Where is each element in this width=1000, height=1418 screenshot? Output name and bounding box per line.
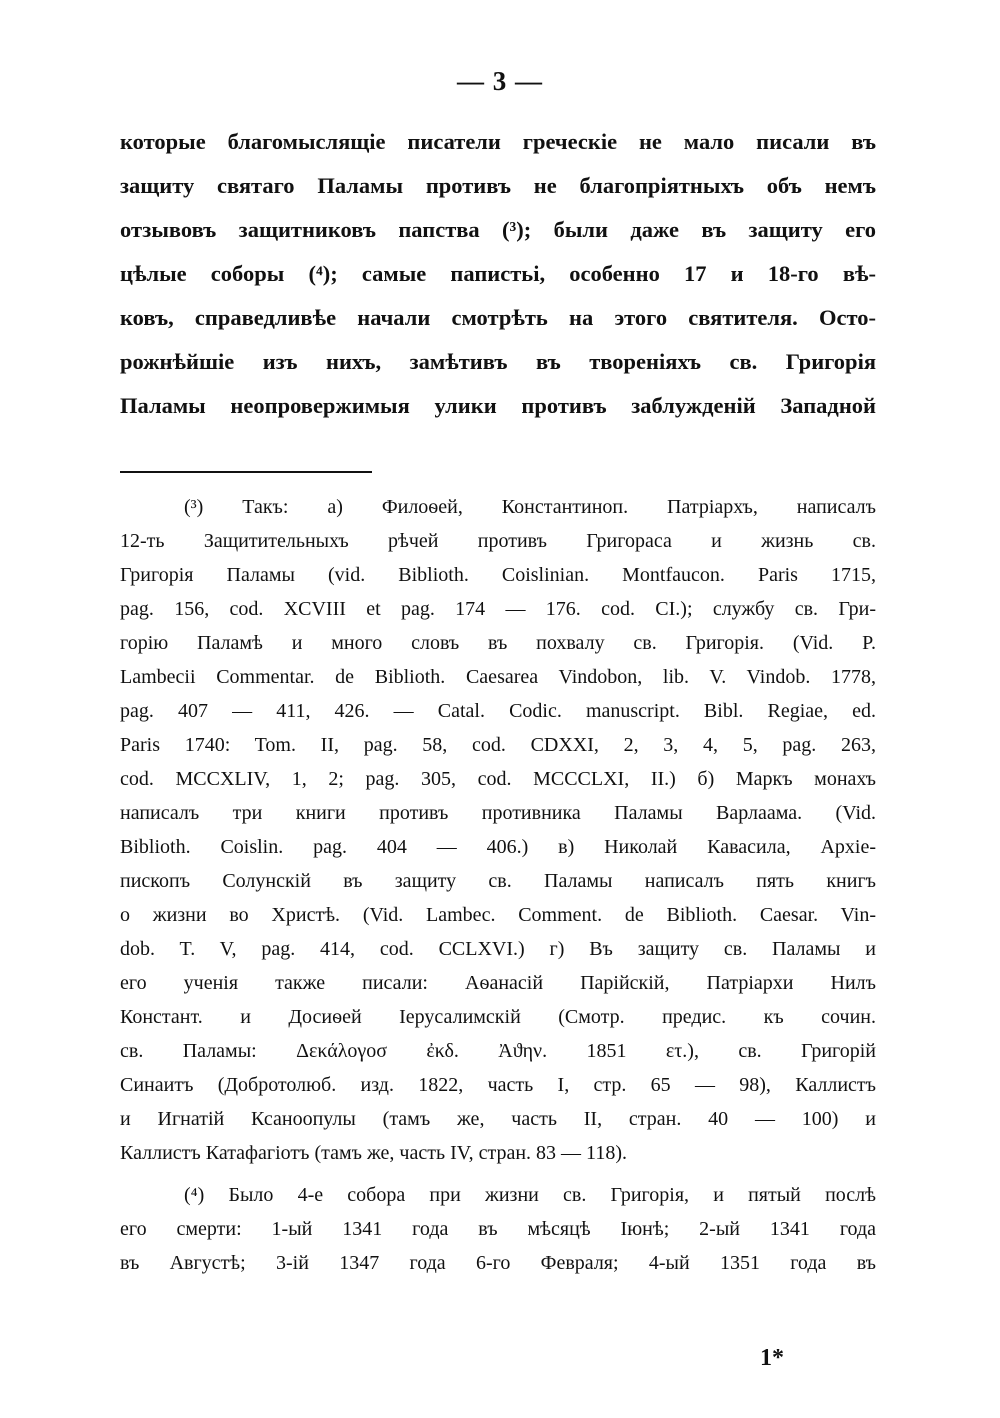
footnote-separator-rule — [120, 471, 372, 473]
footnote-3-line-17: св. Паламы: Δεκάλογοσ ἐκδ. Ἀϑην. 1851 ετ.), св. Григорій — [120, 1040, 876, 1062]
main-text-line-4: цѣлые соборы (⁴); самые папистьі, особенно 17 и 18-го вѣ- — [120, 261, 876, 286]
footnote-3-line-16: Констант. и Досиѳей Іерусалимскій (Смотр. предис. къ сочин. — [120, 1006, 876, 1028]
main-text — [120, 120, 876, 428]
main-text-line-5: ковъ, справедливѣе начали смотрѣть на этого святителя. Осто- — [120, 305, 876, 330]
footnote-3-line-14: dob. T. V, pag. 414, cod. CCLXVI.) г) Въ защиту св. Паламы и — [120, 938, 876, 960]
footnote-3-line-18: Синаитъ (Добротолюб. изд. 1822, часть I, стр. 65 — 98), Каллистъ — [120, 1074, 876, 1096]
signature-mark: 1* — [760, 1345, 784, 1371]
footnote-4-line-2: его смерти: 1-ый 1341 года въ мѣсяцѣ Іюнѣ; 2-ый 1341 года — [120, 1218, 876, 1240]
footnote-3-line-5: горію Паламѣ и много словъ въ похвалу св. Григорія. (Vid. P. — [120, 632, 876, 654]
footnote-4 — [120, 1178, 876, 1280]
footnote-4-line-3: въ Августѣ; 3-ій 1347 года 6-го Февраля; 4-ый 1351 года въ — [120, 1252, 876, 1274]
footnote-gap — [120, 1170, 876, 1178]
footnote-3-line-8: Paris 1740: Tom. II, pag. 58, cod. CDXXI, 2, 3, 4, 5, pag. 263, — [120, 734, 876, 756]
main-text-line-7: Паламы неопровержимыя улики противъ заблужденій Западной — [120, 393, 876, 418]
footnote-3-line-13: о жизни во Христѣ. (Vid. Lambec. Comment. de Biblioth. Caesar. Vin- — [120, 904, 876, 926]
footnote-3-line-4: pag. 156, cod. XCVIII et pag. 174 — 176. cod. CI.); службу св. Гри- — [120, 598, 876, 620]
footnote-3-line-6: Lambecii Commentar. de Biblioth. Caesarea Vindobon, lib. V. Vindob. 1778, — [120, 666, 876, 688]
footnote-4-line-1: (⁴) Было 4-е собора при жизни св. Григорія, и пятый послѣ — [184, 1184, 876, 1206]
main-text-line-1: которые благомыслящіе писатели греческіе не мало писали въ — [120, 129, 876, 154]
footnote-3-line-15: его ученія также писали: Аѳанасій Парійскій, Патріархи Нилъ — [120, 972, 876, 994]
footnotes — [120, 490, 876, 1280]
main-text-line-6: рожнѣйшіе изъ нихъ, замѣтивъ въ твореніяхъ св. Григорія — [120, 349, 876, 374]
main-text-line-3: отзывовъ защитниковъ папства (³); были даже въ защиту его — [120, 217, 876, 242]
footnote-3-line-9: cod. MCCXLIV, 1, 2; pag. 305, cod. MCCCLXI, II.) б) Маркъ монахъ — [120, 768, 876, 790]
footnote-3-line-7: pag. 407 — 411, 426. — Catal. Codic. manuscript. Bibl. Regiae, ed. — [120, 700, 876, 722]
footnote-3-line-3: Григорія Паламы (vid. Biblioth. Coislinian. Montfaucon. Paris 1715, — [120, 564, 876, 586]
footnote-3-line-11: Biblioth. Coislin. pag. 404 — 406.) в) Николай Кавасила, Архіе- — [120, 836, 876, 858]
footnote-3-line-19: и Игнатій Ксаноопулы (тамъ же, часть II, стран. 40 — 100) и — [120, 1108, 876, 1130]
footnote-3-line-10: написалъ три книги противъ противника Паламы Варлаама. (Vid. — [120, 802, 876, 824]
footnote-3 — [120, 490, 876, 1170]
page-number: — 3 — — [457, 66, 543, 96]
footnote-3-line-2: 12-ть Защитительныхъ рѣчей противъ Григораса и жизнь св. — [120, 530, 876, 552]
footnote-3-line-12: пископъ Солунскій въ защиту св. Паламы написалъ пять книгъ — [120, 870, 876, 892]
footnote-3-line-20: Каллистъ Катафагіотъ (тамъ же, часть IV, стран. 83 — 118). — [120, 1142, 627, 1164]
main-text-line-2: защиту святаго Паламы противъ не благопріятныхъ объ немъ — [120, 173, 876, 198]
footnote-3-line-1: (³) Такъ: а) Филоѳей, Константиноп. Патріархъ, написалъ — [184, 496, 876, 518]
